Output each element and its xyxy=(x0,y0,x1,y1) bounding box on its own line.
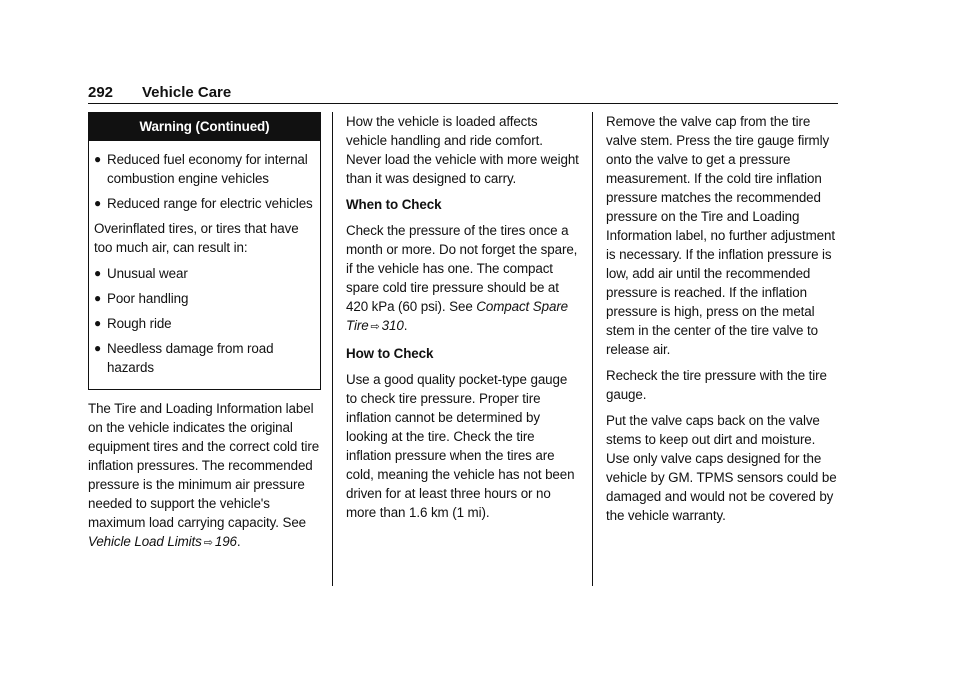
page-reference[interactable]: 196 xyxy=(214,534,237,549)
warning-bullets-a xyxy=(94,150,314,213)
tire-label-paragraph: The Tire and Loading Information label on the vehicle indicates the original equipment tires and the correct cold tire inflation pressures. The recommended pressure is the minimum air pressure needed to support the vehicle's maximum load carrying capacity. See Vehicle Load Limits ⇨ 196. xyxy=(88,401,320,549)
valve-caps-paragraph: Put the valve caps back on the valve stems to keep out dirt and moisture. Use only valve caps designed for the vehicle by GM. TPMS sensors could be damaged and would not be covered by the vehicle warranty. xyxy=(606,413,837,523)
overinflated-intro: Overinflated tires, or tires that have too much air, can result in: xyxy=(94,221,299,255)
warning-bullets-b xyxy=(94,264,314,377)
page-arrow-icon: ⇨ xyxy=(370,321,380,333)
list-item: ● Needless damage from road hazards xyxy=(94,341,274,375)
when-to-check-heading: When to Check xyxy=(346,197,442,212)
bullet-icon: ● xyxy=(94,266,102,280)
column-3 xyxy=(606,112,838,532)
recheck-paragraph: Recheck the tire pressure with the tire gauge. xyxy=(606,368,827,402)
how-to-check-paragraph: Use a good quality pocket-type gauge to check tire pressure. Proper tire inflation cannot be determined by looking at the tire. Check the tire inflation pressure when the tires are cold, meaning the vehicle has not been driven for at least three hours or no more than 1.6 km (1 mi). xyxy=(346,372,575,520)
page-header xyxy=(88,84,838,104)
list-item: ● Rough ride xyxy=(94,316,172,331)
bullet-icon: ● xyxy=(94,291,102,305)
cross-reference-link[interactable]: Compact Spare Tire xyxy=(346,299,569,333)
page-number: 292 xyxy=(88,84,114,101)
valve-paragraph: Remove the valve cap from the tire valve stem. Press the tire gauge firmly onto the valve to get a pressure measurement. If the cold tire inflation pressure matches the recommended pressure on the Tire and Loading Information label, no further adjustment is necessary. If the inflation pressure is low, add air until the recommended pressure is reached. If the inflation pressure is high, press on the metal stem in the center of the tire valve to release air. xyxy=(606,114,835,357)
warning-body xyxy=(89,141,320,389)
how-to-check-heading: How to Check xyxy=(346,346,434,361)
list-item: ● Poor handling xyxy=(94,291,189,306)
list-item: ● Reduced fuel economy for internal combustion engine vehicles xyxy=(94,152,308,186)
bullet-icon: ● xyxy=(94,316,102,330)
cross-reference-link[interactable]: Vehicle Load Limits xyxy=(88,534,202,549)
loading-paragraph: How the vehicle is loaded affects vehicle handling and ride comfort. Never load the vehicle with more weight than it was designed to carry. xyxy=(346,114,579,186)
warning-title: Warning (Continued) xyxy=(89,113,320,141)
column-divider-1 xyxy=(332,112,333,586)
section-title: Vehicle Care xyxy=(142,84,232,101)
list-item: ● Unusual wear xyxy=(94,266,188,281)
bullet-icon: ● xyxy=(94,152,102,166)
page-reference[interactable]: 310 xyxy=(381,318,404,333)
list-item: ● Reduced range for electric vehicles xyxy=(94,196,313,211)
column-2 xyxy=(346,112,581,529)
bullet-icon: ● xyxy=(94,196,102,210)
when-to-check-paragraph: Check the pressure of the tires once a month or more. Do not forget the spare, if the vehicle has one. The compact spare cold tire pressure should be at 420 kPa (60 psi). See Compact Spare Tire ⇨ 310. xyxy=(346,223,578,333)
page-arrow-icon: ⇨ xyxy=(203,537,213,549)
column-1 xyxy=(88,112,323,560)
column-divider-2 xyxy=(592,112,593,586)
warning-box xyxy=(88,112,321,390)
bullet-icon: ● xyxy=(94,341,102,355)
header-rule xyxy=(88,103,838,104)
